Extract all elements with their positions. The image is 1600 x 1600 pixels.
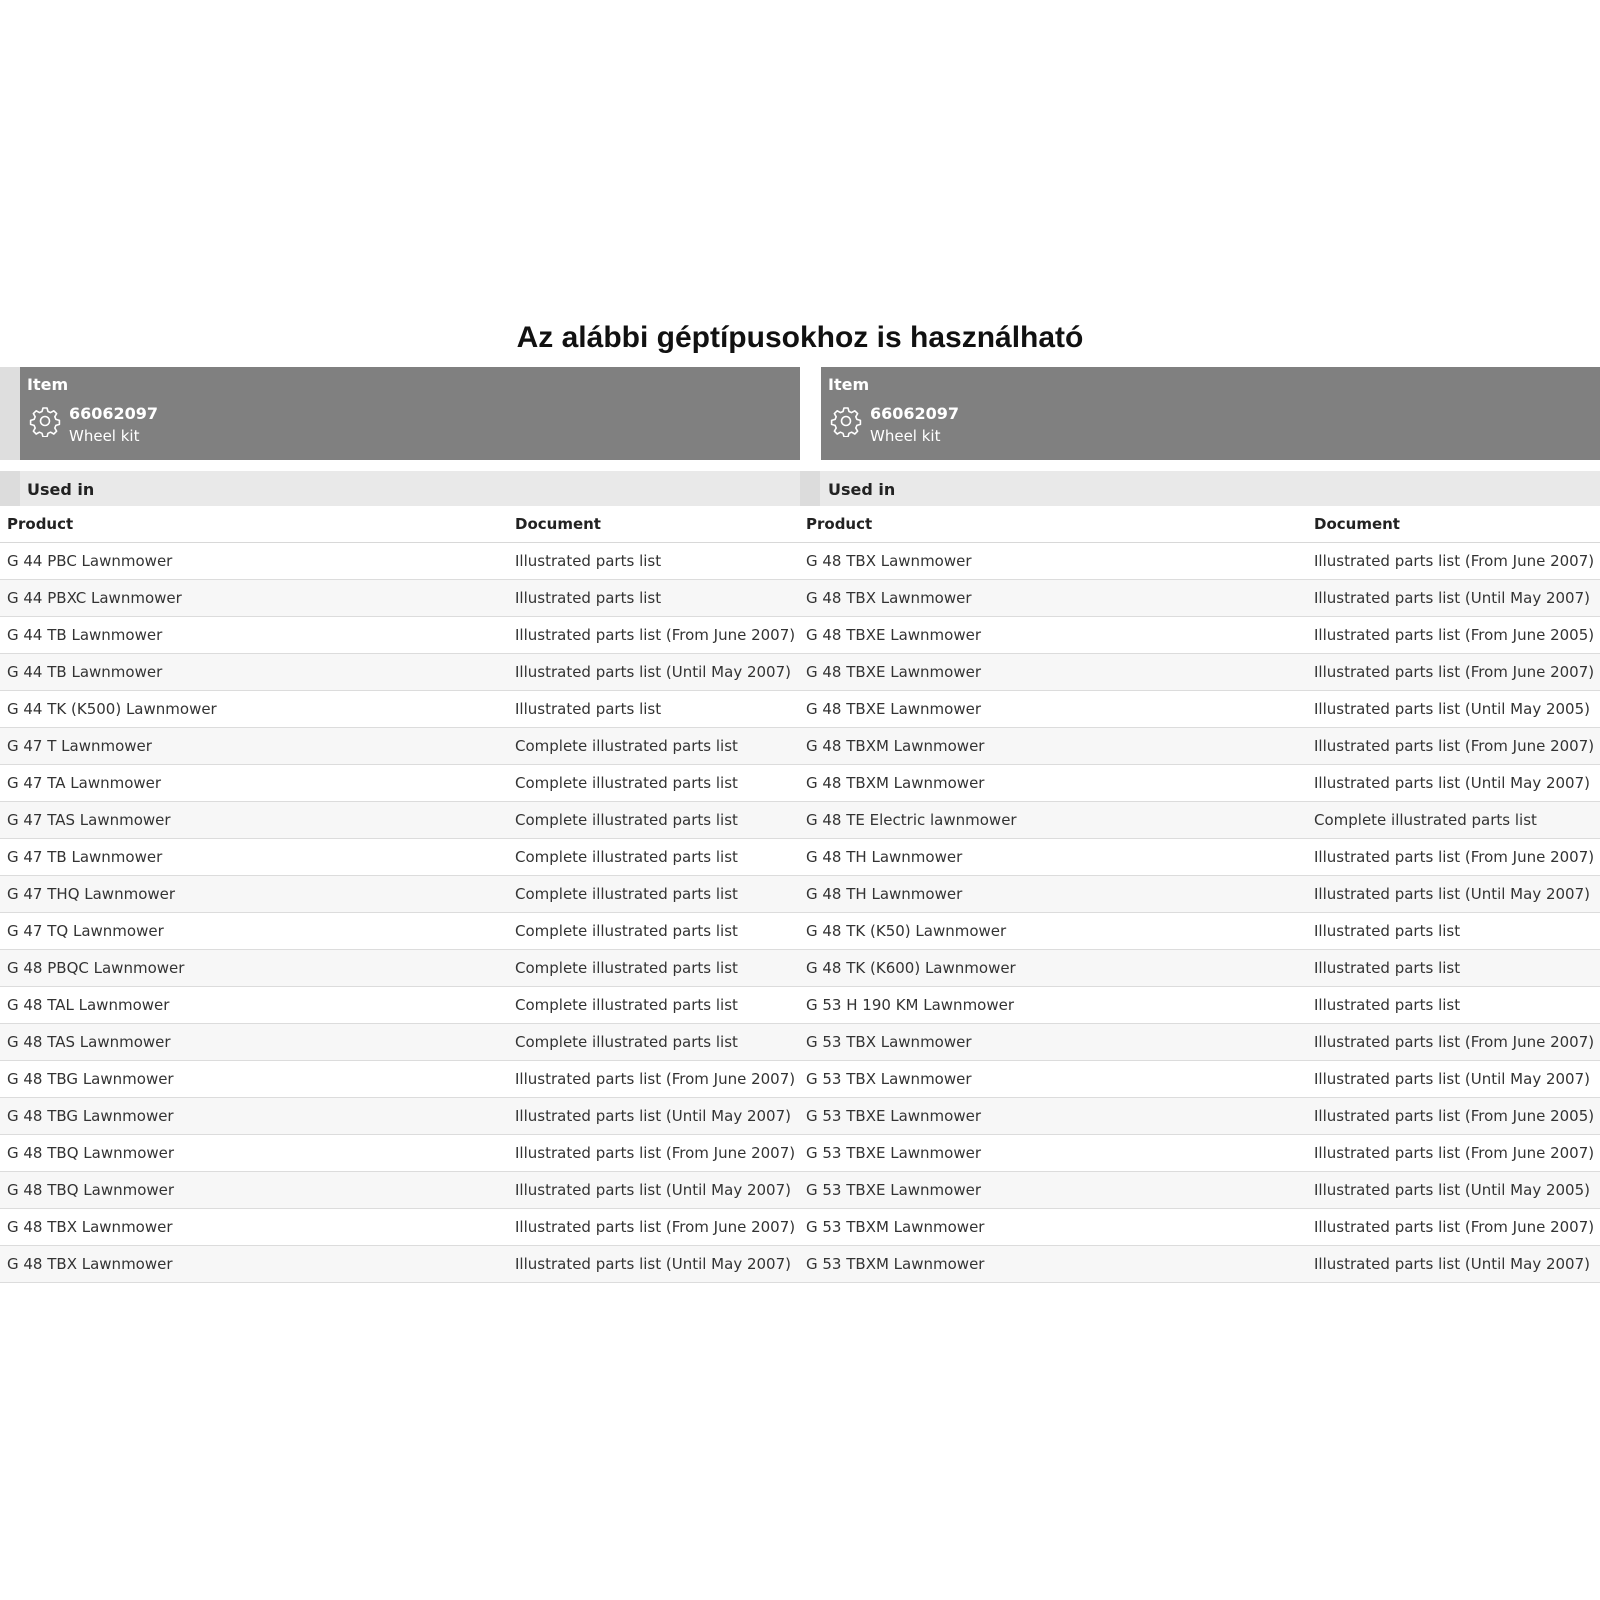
used-in-panel-right bbox=[800, 367, 1600, 1283]
document-link[interactable]: Illustrated parts list (Until May 2007) bbox=[508, 654, 800, 691]
document-link[interactable]: Illustrated parts list (From June 2007) bbox=[508, 1061, 800, 1098]
item-header bbox=[800, 367, 1600, 460]
document-link[interactable]: Illustrated parts list bbox=[1308, 987, 1600, 1024]
table-row bbox=[800, 728, 1600, 765]
used-in-label: Used in bbox=[828, 480, 896, 499]
product-link[interactable]: G 48 TBXE Lawnmower bbox=[800, 691, 1308, 728]
document-link[interactable]: Illustrated parts list (From June 2007) bbox=[508, 1209, 800, 1246]
document-link[interactable]: Illustrated parts list (From June 2007) bbox=[1308, 543, 1600, 580]
document-link[interactable]: Complete illustrated parts list bbox=[508, 765, 800, 802]
used-in-bar bbox=[0, 471, 800, 506]
used-in-bar bbox=[800, 471, 1600, 506]
table-row bbox=[0, 1246, 800, 1283]
product-link[interactable]: G 48 TBQ Lawnmower bbox=[0, 1172, 508, 1209]
table-row bbox=[800, 876, 1600, 913]
item-label: Item bbox=[27, 375, 69, 394]
document-link[interactable]: Illustrated parts list (Until May 2007) bbox=[1308, 580, 1600, 617]
table-row bbox=[800, 1061, 1600, 1098]
table-row bbox=[800, 950, 1600, 987]
document-link[interactable]: Illustrated parts list (From June 2007) bbox=[1308, 1135, 1600, 1172]
product-link[interactable]: G 48 TK (K50) Lawnmower bbox=[800, 913, 1308, 950]
table-row bbox=[0, 1172, 800, 1209]
product-link[interactable]: G 47 TAS Lawnmower bbox=[0, 802, 508, 839]
item-number: 66062097 bbox=[870, 404, 960, 423]
document-link[interactable]: Illustrated parts list (Until May 2005) bbox=[1308, 1172, 1600, 1209]
product-link[interactable]: G 53 TBXM Lawnmower bbox=[800, 1246, 1308, 1283]
document-link[interactable]: Complete illustrated parts list bbox=[508, 913, 800, 950]
page-title: Az alábbi géptípusokhoz is használható bbox=[516, 321, 1084, 354]
table-row bbox=[0, 1209, 800, 1246]
item-description: Wheel kit bbox=[69, 427, 140, 445]
product-link[interactable]: G 53 TBXM Lawnmower bbox=[800, 1209, 1308, 1246]
document-link[interactable]: Illustrated parts list (From June 2007) bbox=[1308, 1024, 1600, 1061]
table-row bbox=[0, 654, 800, 691]
table-row bbox=[0, 987, 800, 1024]
product-link[interactable]: G 48 TK (K600) Lawnmower bbox=[800, 950, 1308, 987]
document-link[interactable]: Complete illustrated parts list bbox=[1308, 802, 1600, 839]
column-header-document: Document bbox=[1308, 506, 1600, 543]
document-link[interactable]: Complete illustrated parts list bbox=[508, 728, 800, 765]
product-link[interactable]: G 53 H 190 KM Lawnmower bbox=[800, 987, 1308, 1024]
product-link[interactable]: G 47 THQ Lawnmower bbox=[0, 876, 508, 913]
product-link[interactable]: G 47 TB Lawnmower bbox=[0, 839, 508, 876]
product-link[interactable]: G 48 TBX Lawnmower bbox=[0, 1209, 508, 1246]
document-link[interactable]: Illustrated parts list (Until May 2005) bbox=[1308, 691, 1600, 728]
document-link[interactable]: Illustrated parts list bbox=[508, 543, 800, 580]
document-link[interactable]: Illustrated parts list (From June 2007) bbox=[1308, 839, 1600, 876]
document-link[interactable]: Illustrated parts list (From June 2007) bbox=[1308, 1209, 1600, 1246]
product-link[interactable]: G 48 TAL Lawnmower bbox=[0, 987, 508, 1024]
product-link[interactable]: G 47 T Lawnmower bbox=[0, 728, 508, 765]
table-row bbox=[800, 1135, 1600, 1172]
table-row bbox=[800, 1024, 1600, 1061]
table-row bbox=[800, 913, 1600, 950]
table-row bbox=[800, 1209, 1600, 1246]
document-link[interactable]: Complete illustrated parts list bbox=[508, 950, 800, 987]
product-link[interactable]: G 48 TBG Lawnmower bbox=[0, 1098, 508, 1135]
product-link[interactable]: G 48 TE Electric lawnmower bbox=[800, 802, 1308, 839]
table-row bbox=[0, 913, 800, 950]
document-link[interactable]: Illustrated parts list bbox=[1308, 950, 1600, 987]
document-link[interactable]: Illustrated parts list (Until May 2007) bbox=[1308, 1246, 1600, 1283]
product-link[interactable]: G 44 PBXC Lawnmower bbox=[0, 580, 508, 617]
product-link[interactable]: G 48 TBXE Lawnmower bbox=[800, 617, 1308, 654]
table-row bbox=[0, 765, 800, 802]
product-link[interactable]: G 44 PBC Lawnmower bbox=[0, 543, 508, 580]
table-row bbox=[800, 543, 1600, 580]
table-row bbox=[0, 691, 800, 728]
table-row bbox=[0, 950, 800, 987]
document-link[interactable]: Illustrated parts list bbox=[508, 691, 800, 728]
table-row bbox=[800, 1098, 1600, 1135]
product-link[interactable]: G 44 TB Lawnmower bbox=[0, 654, 508, 691]
used-in-table bbox=[800, 506, 1600, 1283]
product-link[interactable]: G 44 TB Lawnmower bbox=[0, 617, 508, 654]
product-link[interactable]: G 53 TBXE Lawnmower bbox=[800, 1098, 1308, 1135]
document-link[interactable]: Complete illustrated parts list bbox=[508, 839, 800, 876]
used-in-label: Used in bbox=[27, 480, 95, 499]
table-row bbox=[800, 1172, 1600, 1209]
table-row bbox=[0, 1061, 800, 1098]
document-link[interactable]: Illustrated parts list (From June 2007) bbox=[508, 1135, 800, 1172]
table-row bbox=[800, 1246, 1600, 1283]
document-link[interactable]: Illustrated parts list (From June 2007) bbox=[1308, 728, 1600, 765]
document-link[interactable]: Complete illustrated parts list bbox=[508, 802, 800, 839]
document-link[interactable]: Illustrated parts list bbox=[508, 580, 800, 617]
document-link[interactable]: Illustrated parts list (Until May 2007) bbox=[1308, 1061, 1600, 1098]
table-row bbox=[0, 543, 800, 580]
table-row bbox=[0, 1135, 800, 1172]
used-in-panel-left bbox=[0, 367, 800, 1283]
item-number: 66062097 bbox=[69, 404, 159, 423]
document-link[interactable]: Illustrated parts list (Until May 2007) bbox=[1308, 876, 1600, 913]
document-link[interactable]: Illustrated parts list (Until May 2007) bbox=[508, 1172, 800, 1209]
table-row bbox=[0, 876, 800, 913]
document-link[interactable]: Complete illustrated parts list bbox=[508, 987, 800, 1024]
document-link[interactable]: Illustrated parts list (Until May 2007) bbox=[508, 1246, 800, 1283]
product-link[interactable]: G 53 TBX Lawnmower bbox=[800, 1061, 1308, 1098]
table-row bbox=[800, 839, 1600, 876]
table-row bbox=[800, 987, 1600, 1024]
table-row bbox=[800, 617, 1600, 654]
table-row bbox=[800, 802, 1600, 839]
table-row bbox=[0, 1098, 800, 1135]
product-link[interactable]: G 47 TQ Lawnmower bbox=[0, 913, 508, 950]
product-link[interactable]: G 48 TBG Lawnmower bbox=[0, 1061, 508, 1098]
document-link[interactable]: Complete illustrated parts list bbox=[508, 1024, 800, 1061]
used-in-table bbox=[0, 506, 800, 1283]
table-row bbox=[0, 580, 800, 617]
product-link[interactable]: G 48 TBX Lawnmower bbox=[800, 543, 1308, 580]
document-link[interactable]: Illustrated parts list (From June 2005) bbox=[1308, 1098, 1600, 1135]
item-label: Item bbox=[828, 375, 870, 394]
column-header-product: Product bbox=[800, 506, 1308, 543]
product-link[interactable]: G 48 TBXM Lawnmower bbox=[800, 728, 1308, 765]
document-link[interactable]: Complete illustrated parts list bbox=[508, 876, 800, 913]
product-link[interactable]: G 48 TBX Lawnmower bbox=[0, 1246, 508, 1283]
product-link[interactable]: G 53 TBX Lawnmower bbox=[800, 1024, 1308, 1061]
product-link[interactable]: G 44 TK (K500) Lawnmower bbox=[0, 691, 508, 728]
table-row bbox=[0, 839, 800, 876]
table-header-row bbox=[800, 506, 1600, 543]
product-link[interactable]: G 53 TBXE Lawnmower bbox=[800, 1135, 1308, 1172]
table-row bbox=[800, 691, 1600, 728]
document-link[interactable]: Illustrated parts list (Until May 2007) bbox=[1308, 765, 1600, 802]
table-header-row bbox=[0, 506, 800, 543]
table-row bbox=[800, 580, 1600, 617]
product-link[interactable]: G 48 TBXM Lawnmower bbox=[800, 765, 1308, 802]
item-description: Wheel kit bbox=[870, 427, 941, 445]
product-link[interactable]: G 48 TBXE Lawnmower bbox=[800, 654, 1308, 691]
product-link[interactable]: G 48 TBQ Lawnmower bbox=[0, 1135, 508, 1172]
table-row bbox=[0, 802, 800, 839]
product-link[interactable]: G 47 TA Lawnmower bbox=[0, 765, 508, 802]
product-link[interactable]: G 48 TH Lawnmower bbox=[800, 839, 1308, 876]
product-link[interactable]: G 53 TBXE Lawnmower bbox=[800, 1172, 1308, 1209]
document-link[interactable]: Illustrated parts list (From June 2005) bbox=[1308, 617, 1600, 654]
table-row bbox=[800, 654, 1600, 691]
gear-icon bbox=[29, 405, 61, 437]
product-link[interactable]: G 48 TAS Lawnmower bbox=[0, 1024, 508, 1061]
table-body bbox=[800, 543, 1600, 1283]
table-row bbox=[0, 617, 800, 654]
document-link[interactable]: Illustrated parts list (From June 2007) bbox=[1308, 654, 1600, 691]
document-link[interactable]: Illustrated parts list (From June 2007) bbox=[508, 617, 800, 654]
product-link[interactable]: G 48 PBQC Lawnmower bbox=[0, 950, 508, 987]
document-link[interactable]: Illustrated parts list bbox=[1308, 913, 1600, 950]
table-body bbox=[0, 543, 800, 1283]
gear-icon bbox=[830, 405, 862, 437]
table-row bbox=[0, 1024, 800, 1061]
column-header-document: Document bbox=[508, 506, 800, 543]
table-row bbox=[800, 765, 1600, 802]
document-link[interactable]: Illustrated parts list (Until May 2007) bbox=[508, 1098, 800, 1135]
product-link[interactable]: G 48 TH Lawnmower bbox=[800, 876, 1308, 913]
table-row bbox=[0, 728, 800, 765]
product-link[interactable]: G 48 TBX Lawnmower bbox=[800, 580, 1308, 617]
column-header-product: Product bbox=[0, 506, 508, 543]
item-header bbox=[0, 367, 800, 460]
